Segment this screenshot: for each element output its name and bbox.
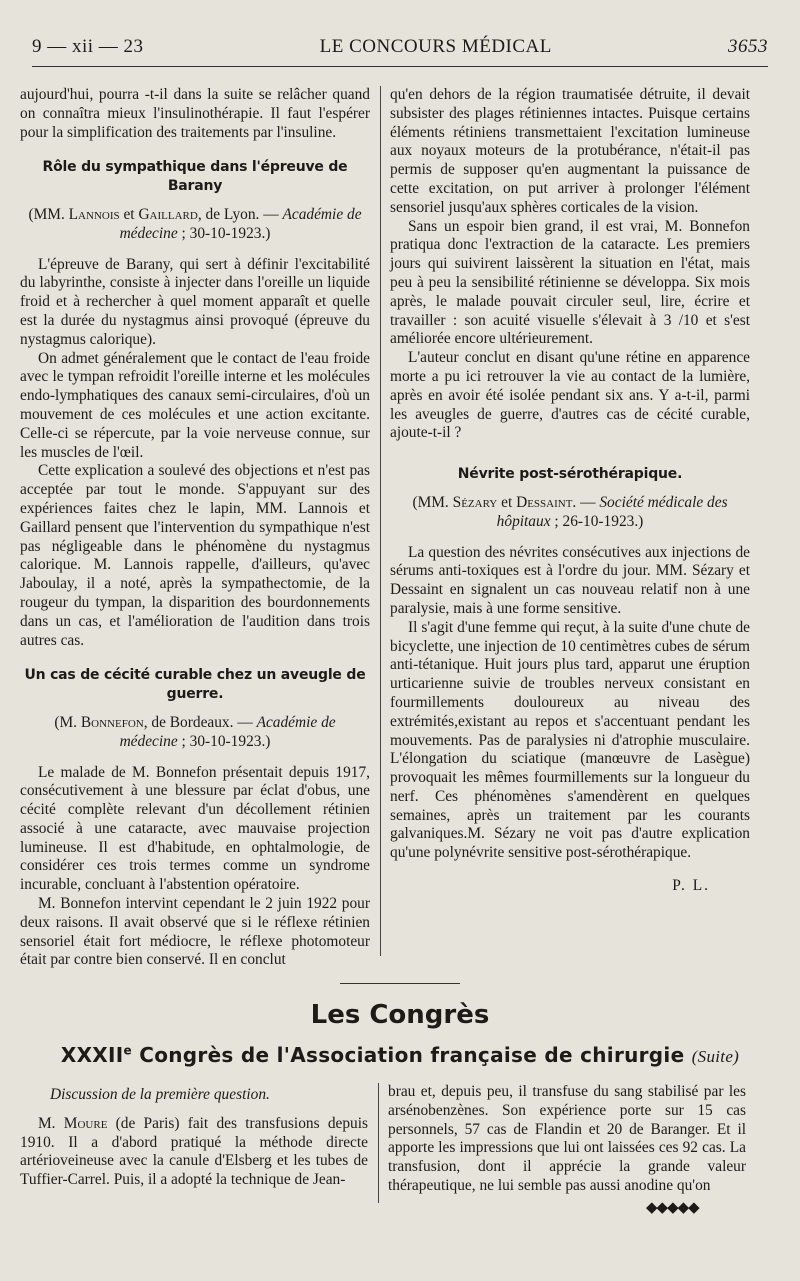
paragraph: L'auteur conclut en disant qu'une rétine en apparence morte a pu ici retrouver la vie au contact de la lumière, après en avoir été isolée pendant six ans. Y a-t-il, parmi les aveugles de guerre, d'autres cas de cécité curable, ajoute-t-il ? — [390, 349, 750, 442]
journal-title: LE CONCOURS MÉDICAL — [319, 36, 552, 57]
column-divider-bottom — [378, 1083, 379, 1203]
bottom-left-column — [20, 1086, 368, 1190]
section-title-barany: Rôle du sympathique dans l'épreuve de Barany — [42, 159, 348, 195]
reference-bonnefon: (M. Bonnefon, de Bordeaux. — Académie de médecine ; 30-10-1923.) — [54, 713, 336, 750]
author-signature: P. L. — [672, 877, 710, 895]
paragraph: M. Moure (de Paris) fait des transfusions depuis 1910. Il a d'abord pratiqué la méthode directe artérioveineuse avec la canule d'Elsberg et les tubes de Tuffier-Carrel. Puis, il a adopté la technique de Jean- — [20, 1114, 368, 1189]
header-rule — [32, 66, 768, 67]
paragraph: Le malade de M. Bonnefon présentait depuis 1917, consécutivement à une blessure par éclat d'obus, une cécité complète relevant d'un décollement rétinien associé à une cataracte, avec mauvaise projection lumineuse. Il est d'habitude, en ophtalmologie, de considérer ces trois termes comme un syndrome incurable, concluant à l'abstention opératoire. — [20, 763, 370, 894]
paragraph: On admet généralement que le contact de l'eau froide avec le tympan refroidit l'oreille interne et les molécules endo-lymphatiques des canaux semi-circulaires, d'où un mouvement de ces molécules et une action excitante. Celle-ci se répercute, par la voie nerveuse connue, sur les muscles de l'œil. — [20, 349, 370, 461]
paragraph: Il s'agit d'une femme qui reçut, à la suite d'une chute de bicyclette, une injection de 10 centimètres cubes de sérum anti-tétanique. Huit jours plus tard, apparut une éruption urticarienne suivie de troubles nerveux consistant en fourmillements douloureux au niveau des extrémités,existant au repos et s'accentuant pendant les mouvements. Pas de paralysies ni d'atrophie musculaire. L'élongation du sciatique (manœuvre de Lasègue) provoquait les mêmes fourmillements sur la longueur du nerf. Ces phénomènes s'amendèrent en quelques semaines, après un traitement par les courants galvaniques.M. Sézary ne voit pas d'autre explication qu'une polynévrite sensitive post-sérothérapique. — [390, 618, 750, 862]
intro-paragraph: aujourd'hui, pourra -t-il dans la suite se relâcher quand on connaîtra mieux l'insulinothérapie. Il faut l'espérer pour la simplification des traitements par l'insuline. — [20, 86, 370, 141]
reference-sezary: (MM. Sézary et Dessaint. — Société médicale des hôpitaux ; 26-10-1923.) — [412, 493, 728, 530]
congress-subtitle: XXXIIe Congrès de l'Association française de chirurgie (Suite) — [60, 1043, 740, 1067]
section-title-nevrite: Névrite post-sérothérapique. — [457, 466, 683, 483]
paragraph: Cette explication a soulevé des objections et n'est pas acceptée par tout le monde. S'appuyant sur des expériences faites chez le lapin, MM. Lannois et Gaillard pensent que l'intervention du sympathique n'est pas négligeable dans le phénomène du nystagmus calorique. M. Lannois rappelle, d'ailleurs, qu'avec Jaboulay, il a noté, après la sympathectomie, de la rougeur du tympan, la disparition des bourdonnements dans un cas, et l'amélioration de l'audition dans trois autres cas. — [20, 462, 370, 649]
paragraph: La question des névrites consécutives aux injections de sérums anti-toxiques est à l'ordre du jour. MM. Sézary et Dessaint en signalent un cas nouveau relatif non à une paralysie, mais à une forme sensitive. — [390, 543, 750, 617]
section-separator — [340, 983, 460, 984]
bottom-right-column — [388, 1083, 746, 1196]
left-column — [20, 86, 370, 970]
column-divider — [380, 86, 381, 956]
right-column — [390, 86, 750, 896]
discussion-heading: Discussion de la première question. — [50, 1086, 270, 1103]
issue-date: 9 — xii — 23 — [32, 36, 144, 57]
section-title-cecite: Un cas de cécité curable chez un aveugle de guerre. — [24, 667, 366, 703]
congres-title: Les Congrès — [310, 1000, 490, 1030]
page-header — [32, 36, 768, 62]
paragraph: M. Bonnefon intervint cependant le 2 juin 1922 pour deux raisons. Il avait observé que si le réflexe rétinien sensoriel était fort médiocre, le réflexe photomoteur était par contre bien conservé. Il en conclut — [20, 895, 370, 969]
paragraph: qu'en dehors de la région traumatisée détruite, il devait subsister des plages rétiniennes intactes. Puisque certains éléments rétiniens transmettaient l'excitation lumineuse aux noyaux moteurs de la protubérance, n'était-il pas permis de supposer qu'en augmentant la puissance de cette excitation, on put arriver à prolonger l'élément sensoriel jusqu'aux sphères corticales de la vision. — [390, 86, 750, 216]
page-number: 3653 — [727, 36, 768, 57]
paragraph: L'épreuve de Barany, qui sert à définir l'excitabilité du labyrinthe, consiste à injecter dans l'oreille un liquide froid et à rechercher à quel moment apparaît et quelle est la durée du nystagmus ainsi provoqué (épreuve du nystagmus calorique). — [20, 255, 370, 348]
ornament-diamonds-icon: ◆◆◆◆◆ — [646, 1200, 699, 1216]
paragraph: brau et, depuis peu, il transfuse du sang stabilisé par les arsénobenzènes. Son expérience porte sur 15 cas personnels, 57 cas de Flandin et 20 de Baranger. Et il apporte les impressions que lui ont laissées ces 92 cas. La transfusion, dont il apprécie la grande valeur thérapeutique, ne lui semble pas aussi anodine qu'on — [388, 1083, 746, 1194]
reference-barany: (MM. Lannois et Gaillard, de Lyon. — Académie de médecine ; 30-10-1923.) — [28, 205, 362, 242]
paragraph: Sans un espoir bien grand, il est vrai, M. Bonnefon pratiqua donc l'extraction de la cataracte. Les premiers jours qui suivirent laissèrent la situation en l'état, mais peu à peu la sensibilité rétinienne se développa. Six mois après, le malade pouvait circuler seul, lire, écrire et travailler : son acuité visuelle s'élevait à 3 /10 et s'est améliorée encore ultérieurement. — [390, 217, 750, 348]
